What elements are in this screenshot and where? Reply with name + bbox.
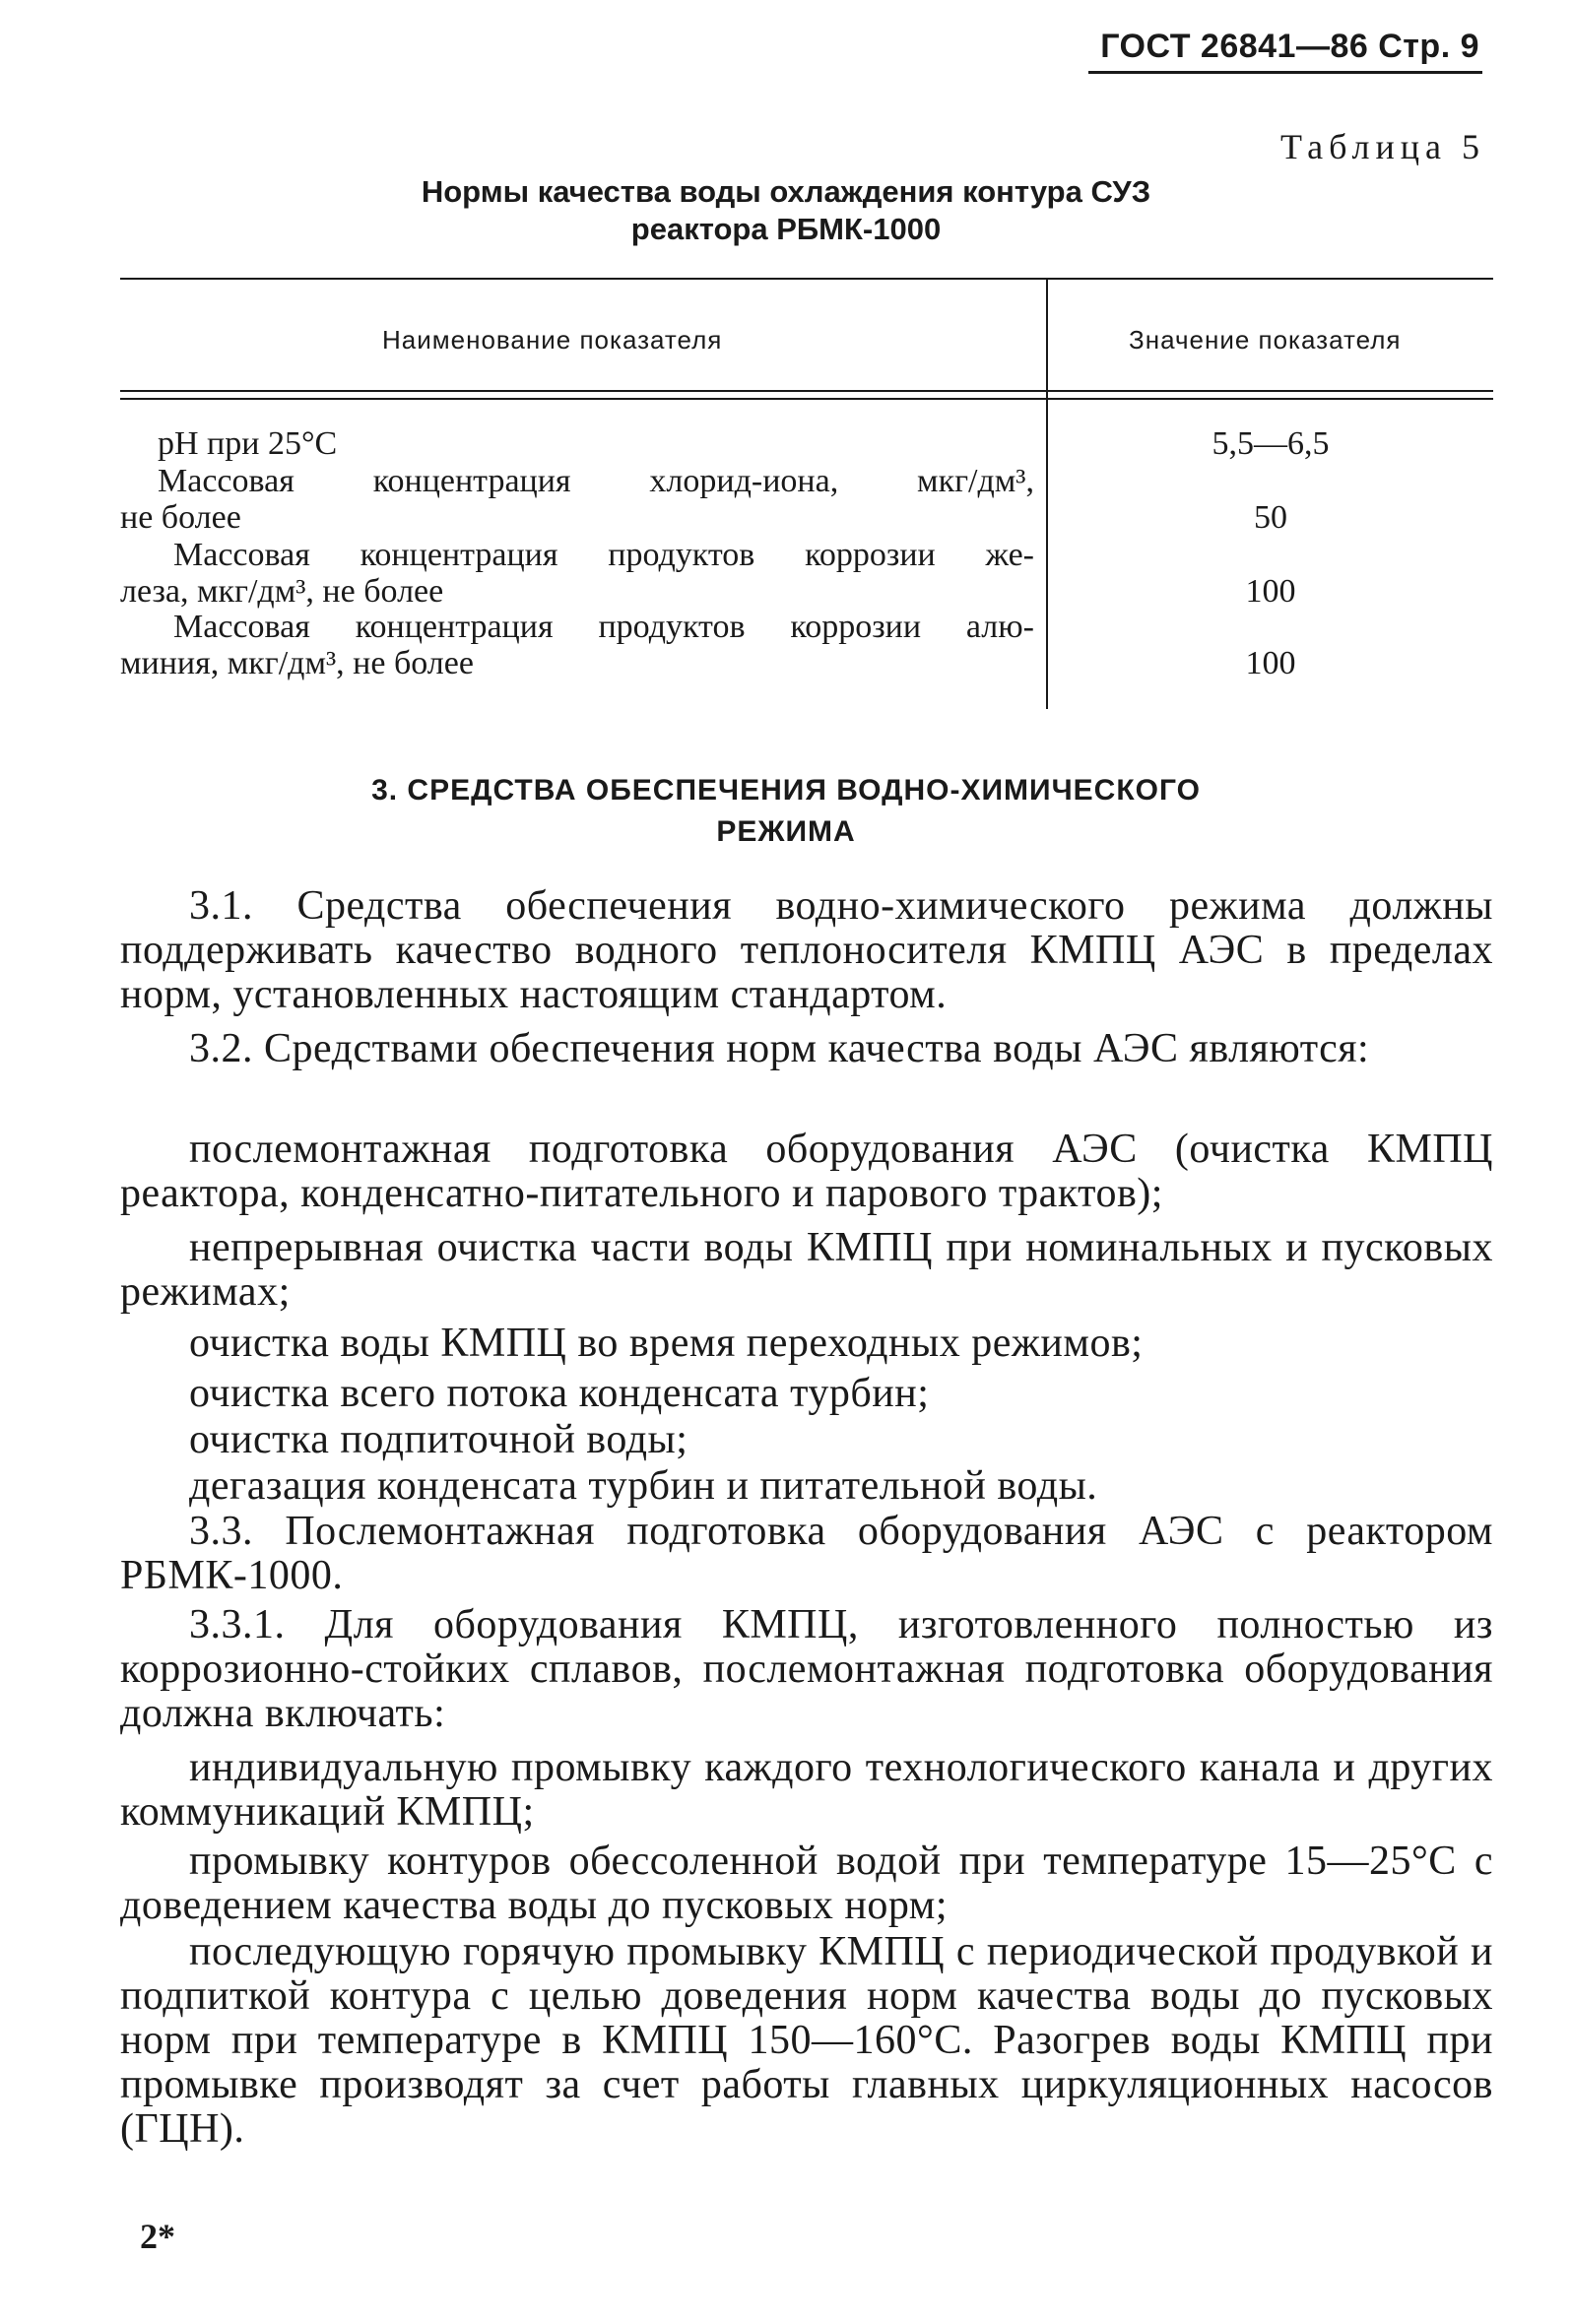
section-title-line-2: РЕЖИМА bbox=[716, 815, 856, 848]
table-header-rule-2 bbox=[120, 398, 1493, 400]
table-row-4-name-line-1: Массовая концентрация продуктов коррозии алю- bbox=[173, 609, 1034, 645]
table-row-2-name-line-2: не более bbox=[120, 499, 241, 536]
table-row-4-value: 100 bbox=[1245, 645, 1296, 681]
table-label: Таблица 5 bbox=[1280, 127, 1485, 166]
list-item-degassing: дегазация конденсата турбин и питательной воды. bbox=[189, 1463, 1098, 1509]
table-header-rule-1 bbox=[120, 390, 1493, 392]
table-title bbox=[0, 173, 1572, 248]
list-item-transient-cleaning: очистка воды КМПЦ во время переходных режимов; bbox=[189, 1321, 1144, 1366]
list-item-hot-flush: последующую горячую промывку КМПЦ с периодической продувкой и подпиткой контура с целью доведения норм качества воды до пусковых норм при температуре в КМПЦ 150—160°C. Разогрев воды КМПЦ при промывке производят за счет работы главных циркуляционных насосов (ГЦН). bbox=[120, 1929, 1493, 2152]
paragraph-3-1: 3.1. Средства обеспечения водно-химического режима должны поддерживать качество водного теплоносителя КМПЦ АЭС в пределах норм, установленных настоящим стандартом. bbox=[120, 883, 1493, 1017]
table-title-line-2: реактора РБМК-1000 bbox=[630, 212, 942, 246]
list-item-individual-flush: индивидуальную промывку каждого технологического канала и других коммуникаций КМПЦ; bbox=[120, 1745, 1493, 1835]
signature-mark: 2* bbox=[140, 2217, 175, 2256]
table-row-2-name-line-1: Массовая концентрация хлорид-иона, мкг/дм³, bbox=[158, 463, 1034, 499]
paragraph-3-2: 3.2. Средствами обеспечения норм качества воды АЭС являются: bbox=[189, 1026, 1370, 1071]
section-title-line-1: 3. СРЕДСТВА ОБЕСПЕЧЕНИЯ ВОДНО-ХИМИЧЕСКОГО bbox=[371, 774, 1201, 807]
table-row-2-value: 50 bbox=[1254, 499, 1287, 536]
column-header-name: Наименование показателя bbox=[382, 325, 723, 355]
page-header: ГОСТ 26841—86 Стр. 9 bbox=[1100, 28, 1479, 65]
list-item-makeup-cleaning: очистка подпиточной воды; bbox=[189, 1417, 688, 1462]
table-row-3-name-line-2: леза, мкг/дм³, не более bbox=[120, 573, 444, 610]
header-rule bbox=[1088, 71, 1482, 74]
column-header-value: Значение показателя bbox=[1129, 325, 1402, 355]
paragraph-3-3: 3.3. Послемонтажная подготовка оборудования АЭС с реактором РБМК-1000. bbox=[120, 1509, 1493, 1598]
table-row-4-name-line-2: миния, мкг/дм³, не более bbox=[120, 645, 474, 681]
table-row-1-value: 5,5—6,5 bbox=[1212, 425, 1330, 462]
paragraph-3-3-1: 3.3.1. Для оборудования КМПЦ, изготовленного полностью из коррозионно-стойких сплавов, послемонтажная подготовка оборудования должна включать: bbox=[120, 1602, 1493, 1736]
list-item-demineralized-flush: промывку контуров обессоленной водой при температуре 15—25°C с доведением качества воды до пусковых норм; bbox=[120, 1839, 1493, 1928]
list-item-postinstall-prep: послемонтажная подготовка оборудования АЭС (очистка КМПЦ реактора, конденсатно-питательного и парового трактов); bbox=[120, 1127, 1493, 1216]
table-row-3-value: 100 bbox=[1245, 573, 1296, 610]
table-column-divider bbox=[1046, 278, 1048, 709]
list-item-condensate-cleaning: очистка всего потока конденсата турбин; bbox=[189, 1371, 930, 1416]
section-title bbox=[0, 770, 1572, 853]
table-row-3-name-line-1: Массовая концентрация продуктов коррозии же- bbox=[173, 537, 1034, 573]
table-top-rule bbox=[120, 278, 1493, 280]
table-title-line-1: Нормы качества воды охлаждения контура СУЗ bbox=[421, 174, 1151, 209]
list-item-continuous-cleaning: непрерывная очистка части воды КМПЦ при номинальных и пусковых режимах; bbox=[120, 1225, 1493, 1315]
table-row-1-name: pH при 25°C bbox=[158, 425, 338, 462]
